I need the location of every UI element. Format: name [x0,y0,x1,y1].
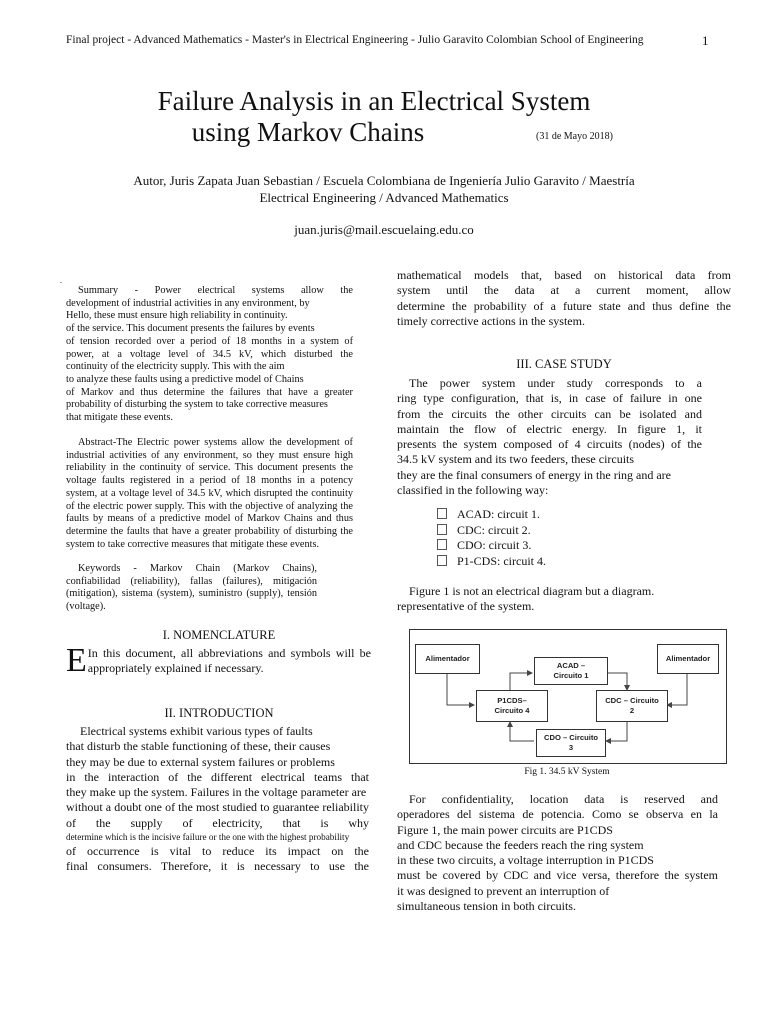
author-block [0,172,768,206]
confidentiality-line: in these two circuits, a voltage interruption in P1CDS [397,853,654,868]
introduction-line: Electrical systems exhibit various types of faults [80,724,313,738]
cdo-node: CDO – Circuito 3 [536,729,606,757]
feeder-right-node: Alimentador [657,644,719,674]
circuit-list-item [437,538,687,554]
intro-continuation [397,268,731,329]
paper-title-line-1: Failure Analysis in an Electrical System [157,86,591,116]
connector-acad-cdc [606,673,627,690]
case-study-heading: III. CASE STUDY [516,357,612,371]
figure-note-line: representative of the system. [397,599,535,614]
p1cds-node: P1CDS– Circuito 4 [476,690,548,722]
abstract-paragraph [66,437,353,551]
case-study-line: classified in the following way: [397,483,549,498]
summary-line: power, at a voltage level of 34.5 kV, which disturbed the [66,348,353,360]
summary-line: that mitigate these events. [66,412,173,424]
connector-p1cds-acad [510,673,532,690]
confidentiality-paragraph [397,792,718,914]
circuit-list-item [437,507,687,523]
nomenclature-text: In this document, all abbreviations and symbols will be appropriately explained if necessary. [87,646,371,676]
circuit-list-label: CDC: circuit 2. [457,522,531,537]
intro-continuation-line: determine the probability of a future state and thus define the [397,298,731,313]
page-number: 1 [702,33,709,48]
drop-cap: E [66,642,87,679]
connector-cdo-p1cds [510,722,534,741]
figure-note-line: Figure 1 is not an electrical diagram but a diagram. [409,584,655,598]
introduction-line: of occurrence is vital to reduce its impact on the [66,844,369,859]
acad-node: ACAD – Circuito 1 [534,657,608,685]
paper-date: (31 de Mayo 2018) [536,131,613,142]
case-study-line: maintain the flow of electric energy. In figure 1, it [397,421,702,436]
case-study-line: from the circuits the other circuits can be isolated and [397,406,702,421]
circuit-list-label: ACAD: circuit 1. [457,507,540,521]
summary-line: probability of disturbing the system to take corrective measures [66,399,328,411]
author-line-2: Electrical Engineering / Advanced Mathematics [259,190,509,205]
introduction-line: in the interaction of the different electrical teams that [66,769,369,784]
confidentiality-line: simultaneous tension in both circuits. [397,899,576,914]
confidentiality-line: For confidentiality, location data is reserved and [409,792,718,806]
nomenclature-heading: I. NOMENCLATURE [162,628,276,642]
summary-line: development of industrial activities in any environment, by [66,297,310,309]
circuit-list [437,507,687,569]
case-study-line: they are the final consumers of energy in the ring and are [397,467,672,482]
paper-title-line-2: using Markov Chains [191,117,425,147]
intro-continuation-line: mathematical models that, based on historical data from [397,268,731,282]
connector-feeder-right-cdc [667,674,687,705]
introduction-paragraph [66,724,369,875]
confidentiality-line: it was designed to prevent an interruption of [397,883,610,898]
summary-line: Hello, these must ensure high reliability in continuity. [66,310,288,322]
nomenclature-paragraph [66,642,371,679]
author-email: juan.juris@mail.escuelaing.edu.co [294,222,474,237]
circuit-list-label: P1-CDS: circuit 4. [457,553,546,568]
author-line-1: Autor, Juris Zapata Juan Sebastian / Escuela Colombiana de Ingeniería Julio Garavito / Maestría [133,173,635,188]
case-study-paragraph [397,376,702,498]
introduction-line: final consumers. Therefore, it is necessary to use the [66,859,369,874]
case-study-line: presents the system composed of 4 circuits (nodes) of the [397,437,702,452]
circuit-list-item [437,554,687,570]
summary-line: to analyze these faults using a predictive model of Chains [66,373,304,385]
keywords-paragraph [66,563,317,614]
checkbox-bullet-icon [437,524,447,535]
intro-continuation-line: system until the data at a current moment, allow [397,283,731,298]
confidentiality-line: operadores del sistema de potencia. Como se observa en la [397,807,718,822]
summary-line: of the service. This document presents the failures by events [66,323,315,335]
summary-line: of tension recorded over a period of 18 months in a system of [66,335,353,347]
introduction-heading: II. INTRODUCTION [164,706,274,720]
introduction-line: without a doubt one of the most studied to guarantee reliability [66,800,369,815]
introduction-small-line: determine which is the incisive failure or the one with the highest probability [66,832,350,843]
keywords-text: Keywords - Markov Chain (Markov Chains), confiabilidad (reliability), fallas (failures), mitigación (mitigation), sistema (system), suministro (supply), tensión (voltage). [66,563,317,613]
case-study-line: The power system under study corresponds to a [409,376,702,390]
introduction-line: they make up the system. Failures in the voltage parameter are [66,785,367,800]
connector-feeder-left-p1cds [447,674,474,705]
abstract-text: Abstract-The Electric power systems allow the development of industrial activities of any environment, so they must ensure high reliability in the continuity of service. This document presents the voltage faults registered in a period of 18 months in a potency system, at a voltage level of 34.5 kV, which disrupted the continuity of the electric power supply. This with the objective of analyzing the faults by means of a predictive model of Markov Chains and thus determine the faults that have a greater probability of disturbing the system to take corrective measures that mitigate these events. [66,437,353,550]
confidentiality-line: and CDC because the feeders reach the ring system [397,837,644,852]
figure-caption: Fig 1. 34.5 kV System [524,767,610,777]
cdc-node: CDC – Circuito 2 [596,690,668,722]
summary-line: of Markov and thus determine the failures that have a greater [66,386,353,398]
intro-continuation-line: timely corrective actions in the system. [397,313,585,328]
introduction-line: of the supply of electricity, that is why [66,815,369,830]
confidentiality-line: must be covered by CDC and vice versa, therefore the system [397,868,718,883]
summary-line: Summary - Power electrical systems allow the [78,285,353,296]
stray-dot: . [60,276,62,285]
circuit-list-item [437,523,687,539]
case-study-line: 34.5 kV system and its two feeders, these circuits [397,452,635,467]
circuit-list-label: CDO: circuit 3. [457,538,532,552]
connector-cdc-cdo [606,722,627,741]
feeder-left-node: Alimentador [415,644,480,674]
introduction-line: that disturb the stable functioning of these, their causes [66,739,331,754]
checkbox-bullet-icon [437,555,447,566]
figure-note-paragraph [397,584,683,615]
summary-paragraph [66,285,353,425]
checkbox-bullet-icon [437,508,447,519]
system-diagram-figure [409,629,727,764]
summary-line: continuity of the electricity supply. This with the aim [66,361,285,373]
running-header: Final project - Advanced Mathematics - Master's in Electrical Engineering - Julio Garavito Colombian School of Engineering [66,34,644,46]
introduction-line: they may be due to external system failures or problems [66,754,335,769]
confidentiality-line: Figure 1, the main power circuits are P1CDS [397,822,613,837]
checkbox-bullet-icon [437,539,447,550]
case-study-line: ring type configuration, that is, in case of failure in one [397,391,702,406]
